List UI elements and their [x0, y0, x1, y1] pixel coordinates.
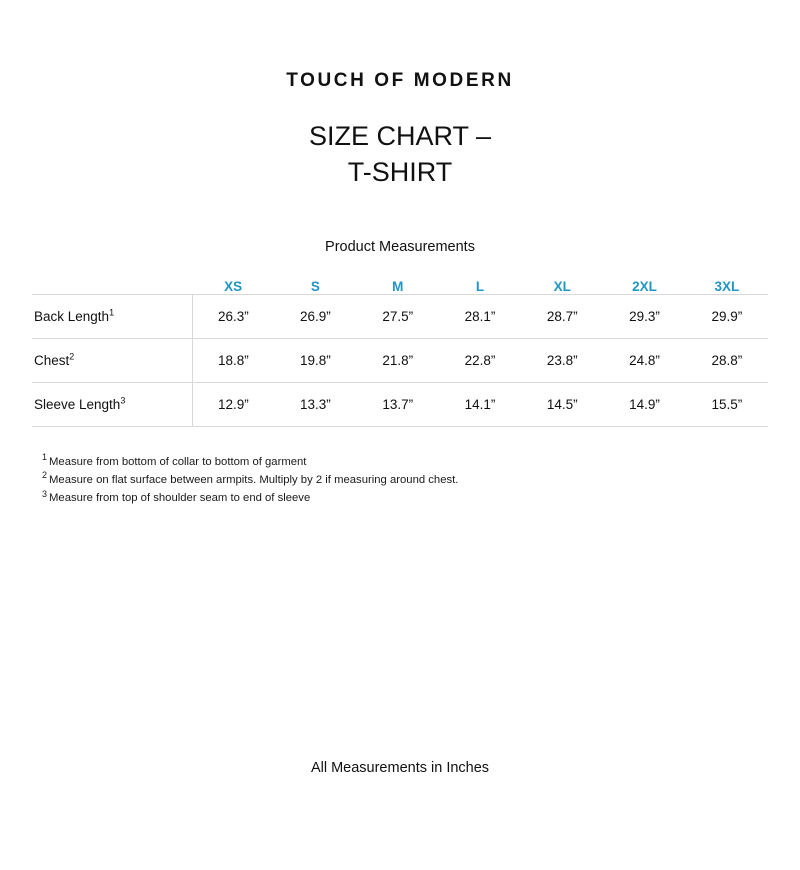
footnote-3-text: Measure from top of shoulder seam to end of sleeve — [49, 492, 311, 505]
cell-sleeve-length-xs: 12.9” — [192, 382, 274, 426]
footnote-marker: 3 — [120, 395, 126, 406]
cell-sleeve-length-s: 13.3” — [274, 382, 356, 426]
footnote-2 — [42, 471, 768, 489]
units-footer: All Measurements in Inches — [310, 760, 490, 776]
column-header-xs: XS — [224, 278, 243, 294]
measurements-table — [32, 279, 768, 427]
cell-chest-2xl: 24.8” — [603, 338, 685, 382]
section-subtitle: Product Measurements — [325, 238, 475, 255]
row-label-chest — [32, 338, 192, 382]
cell-chest-l: 22.8” — [439, 338, 521, 382]
cell-sleeve-length-xl: 14.5” — [521, 382, 603, 426]
brand-wordmark: TOUCH OF MODERN — [286, 70, 514, 91]
row-label-text: Sleeve Length — [34, 396, 121, 412]
cell-chest-m: 21.8” — [357, 338, 439, 382]
size-chart-page — [0, 70, 800, 870]
cell-sleeve-length-m: 13.7” — [357, 382, 439, 426]
page-title-line-1: SIZE CHART – — [308, 121, 492, 151]
table-row — [32, 338, 768, 382]
column-header-s: S — [310, 278, 320, 294]
row-label-sleeve-length — [32, 382, 192, 426]
footnote-marker: 1 — [109, 307, 115, 318]
cell-chest-3xl: 28.8” — [686, 338, 768, 382]
measurements-table-wrapper — [32, 279, 768, 427]
footnote-3 — [42, 489, 768, 507]
column-header-l: L — [475, 278, 485, 294]
cell-chest-xl: 23.8” — [521, 338, 603, 382]
cell-back-length-2xl: 29.3” — [603, 294, 685, 338]
cell-back-length-l: 28.1” — [439, 294, 521, 338]
cell-back-length-m: 27.5” — [357, 294, 439, 338]
row-label-back-length — [32, 294, 192, 338]
cell-back-length-xl: 28.7” — [521, 294, 603, 338]
column-header-m: M — [392, 278, 404, 294]
row-label-text: Chest — [34, 352, 70, 368]
page-title — [0, 118, 800, 191]
footnote-2-marker: 2 — [42, 470, 48, 481]
cell-back-length-xs: 26.3” — [192, 294, 274, 338]
cell-chest-s: 19.8” — [274, 338, 356, 382]
cell-sleeve-length-l: 14.1” — [439, 382, 521, 426]
row-label-text: Back Length — [34, 308, 110, 324]
footnote-1-marker: 1 — [42, 452, 48, 463]
footnotes — [32, 453, 768, 508]
column-header-measurement — [32, 279, 192, 295]
column-header-xl: XL — [553, 278, 571, 294]
footnote-1-text: Measure from bottom of collar to bottom of garment — [49, 455, 307, 468]
cell-back-length-s: 26.9” — [274, 294, 356, 338]
column-header-3xl: 3XL — [714, 278, 740, 294]
footnote-3-marker: 3 — [42, 488, 48, 499]
cell-chest-xs: 18.8” — [192, 338, 274, 382]
cell-back-length-3xl: 29.9” — [686, 294, 768, 338]
table-header-row — [32, 279, 768, 295]
cell-sleeve-length-3xl: 15.5” — [686, 382, 768, 426]
table-row — [32, 294, 768, 338]
footnote-marker: 2 — [69, 351, 75, 362]
table-row — [32, 382, 768, 426]
footnote-1 — [42, 453, 768, 471]
column-header-2xl: 2XL — [632, 278, 657, 294]
cell-sleeve-length-2xl: 14.9” — [603, 382, 685, 426]
footnote-2-text: Measure on flat surface between armpits. Multiply by 2 if measuring around chest. — [49, 474, 459, 487]
page-title-line-2: T-SHIRT — [347, 157, 453, 188]
